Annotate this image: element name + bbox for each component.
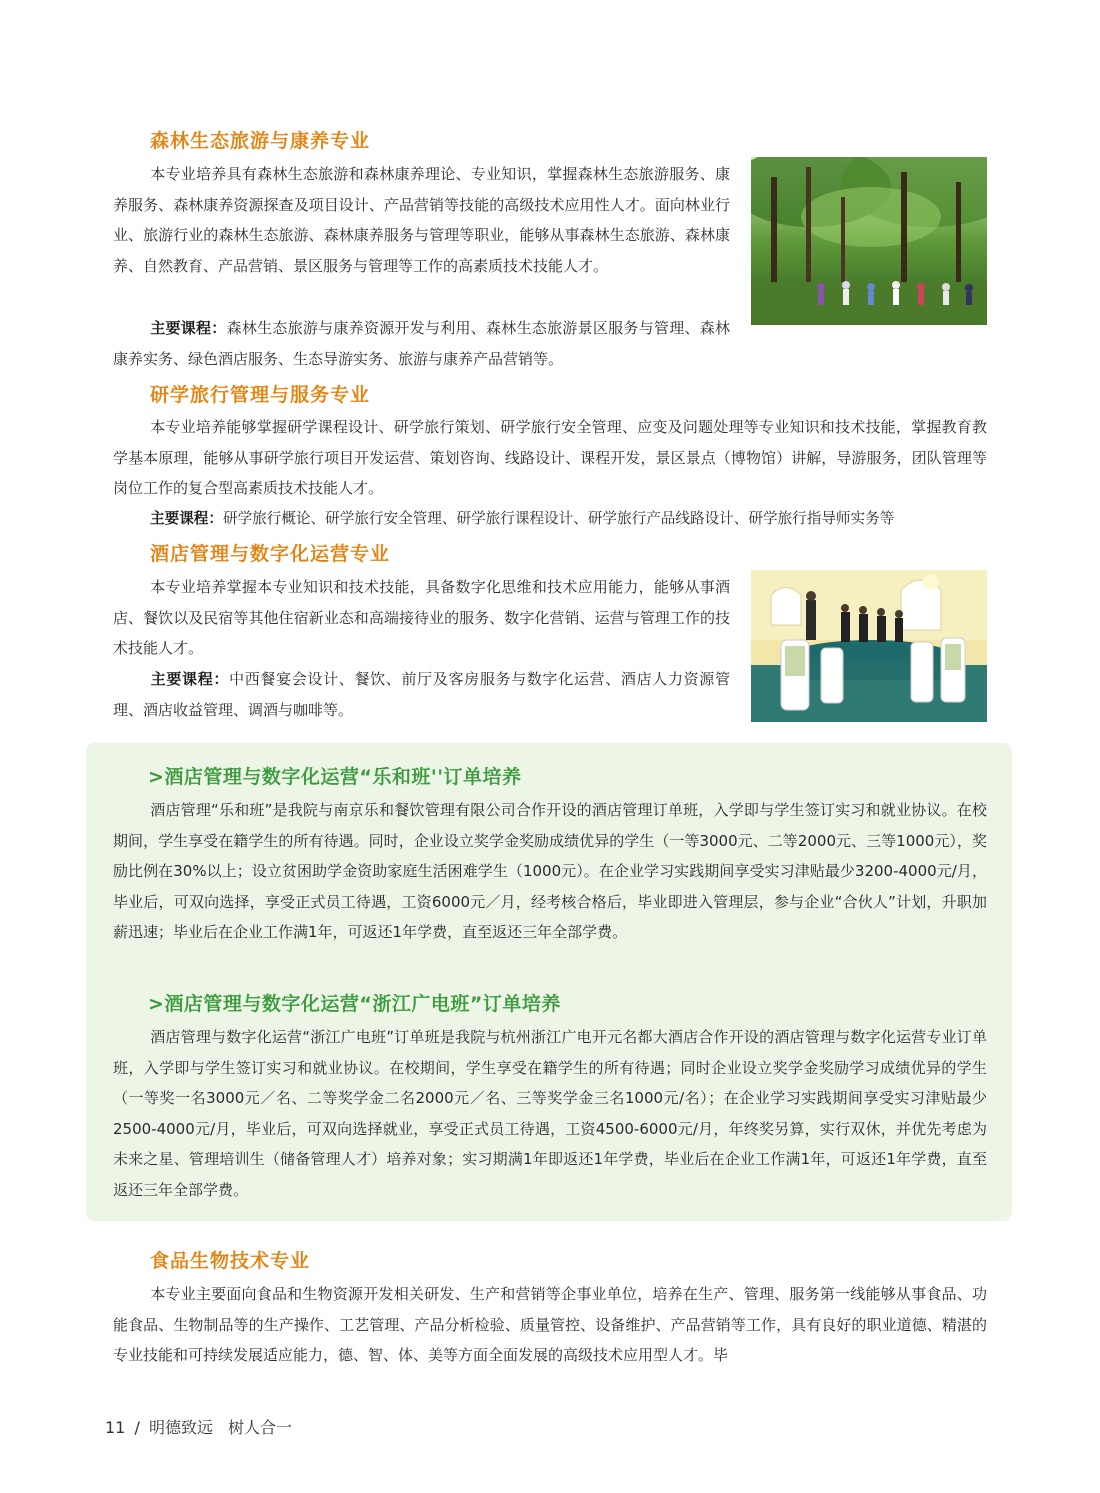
lehe-body: 酒店管理“乐和班”是我院与南京乐和餐饮管理有限公司合作开设的酒店管理订单班，入学即与学生签订实习和就业协议。在校期间，学生享受在籍学生的所有待遇。同时，企业设立奖学金奖励成绩优异的学生（一等3000元、二等2000元、三等1000元），奖励比例在30%以上；设立贫困助学金资助家庭生活困难学生（1000元）。在企业学习实践期间享受实习津贴最少3200-4000元/月，毕业后，可双向选择，享受正式员工待遇，工资6000元／月，经考核合格后，毕业即进入管理层，参与企业“合伙人”计划，升职加薪迅速；毕业后在企业工作满1年，可返还1年学费，直至返还三年全部学费。: [113, 801, 987, 941]
zjgd-body: 酒店管理与数字化运营“浙江广电班”订单班是我院与杭州浙江广电开元名都大酒店合作开设的酒店管理与数字化运营专业订单班，入学即与学生签订实习和就业协议。在校期间，学生享受在籍学生的所有待遇；同时企业设立奖学金奖励学习成绩优异的学生（一等奖一名3000元／名、二等奖学金二名2000元／名、三等奖学金三名1000元/名）；在企业学习实践期间享受实习津贴最少2500-4000元/月，毕业后，可双向选择就业，享受正式员工待遇，工资4500-6000元/月，年终奖另算，实行双休，并优先考虑为未来之星、管理培训生（储备管理人才）培养对象；实习期满1年即返还1年学费，毕业后在企业工作满1年，可返还1年学费，直至返还三年全部学费。: [113, 1028, 987, 1199]
lehe-title: >酒店管理与数字化运营“乐和班''订单培养: [148, 766, 522, 788]
study-travel-title: 研学旅行管理与服务专业: [150, 384, 371, 406]
zjgd-title: >酒店管理与数字化运营“浙江广电班”订单培养: [148, 993, 561, 1015]
forest-title: 森林生态旅游与康养专业: [150, 130, 371, 152]
hotel-body: 本专业培养掌握本专业知识和技术技能，具备数字化思维和技术应用能力，能够从事酒店、餐饮以及民宿等其他住宿新业态和高端接待业的服务、数字化营销、运营与管理工作的技术技能人才。: [113, 578, 730, 657]
forest-tai-chi-photo: [751, 157, 987, 325]
food-title: 食品生物技术专业: [150, 1250, 311, 1272]
hotel-courses: 主要课程：中西餐宴会设计、餐饮、前厅及客房服务与数字化运营、酒店人力资源管理、酒店收益管理、调酒与咖啡等。: [113, 670, 730, 719]
forest-courses: 主要课程：森林生态旅游与康养资源开发与利用、森林生态旅游景区服务与管理、森林康养实务、绿色酒店服务、生态导游实务、旅游与康养产品营销等。: [113, 319, 730, 368]
forest-body: 本专业培养具有森林生态旅游和森林康养理论、专业知识，掌握森林生态旅游服务、康养服务、森林康养资源探查及项目设计、产品营销等技能的高级技术应用性人才。面向林业行业、旅游行业的森林生态旅游、森林康养服务与管理等职业，能够从事森林生态旅游、森林康养、自然教育、产品营销、景区服务与管理等工作的高素质技术技能人才。: [113, 165, 730, 275]
food-body: 本专业主要面向食品和生物资源开发相关研发、生产和营销等企事业单位，培养在生产、管理、服务第一线能够从事食品、功能食品、生物制品等的生产操作、工艺管理、产品分析检验、质量管控、设备维护、产品营销等工作，具有良好的职业道德、精湛的专业技能和可持续发展适应能力，德、智、体、美等方面全面发展的高级技术应用型人才。毕: [113, 1285, 987, 1364]
footer-slogan-1: 明德致远: [148, 1418, 213, 1437]
footer-separator: /: [134, 1418, 140, 1437]
study-travel-courses: 主要课程：研学旅行概论、研学旅行安全管理、研学旅行课程设计、研学旅行产品线路设计、研学旅行指导师实务等: [150, 510, 895, 527]
hotel-title: 酒店管理与数字化运营专业: [150, 543, 391, 565]
hotel-banquet-photo: [751, 570, 987, 722]
study-travel-body: 本专业培养能够掌握研学课程设计、研学旅行策划、研学旅行安全管理、应变及问题处理等专业知识和技术技能，掌握教育教学基本原理，能够从事研学旅行项目开发运营、策划咨询、线路设计、课程开发，景区景点（博物馆）讲解，导游服务，团队管理等岗位工作的复合型高素质技术技能人才。: [113, 418, 987, 497]
footer-slogan-2: 树人合一: [228, 1418, 293, 1437]
page-number: 11: [105, 1418, 126, 1437]
page-footer: [105, 1415, 296, 1438]
